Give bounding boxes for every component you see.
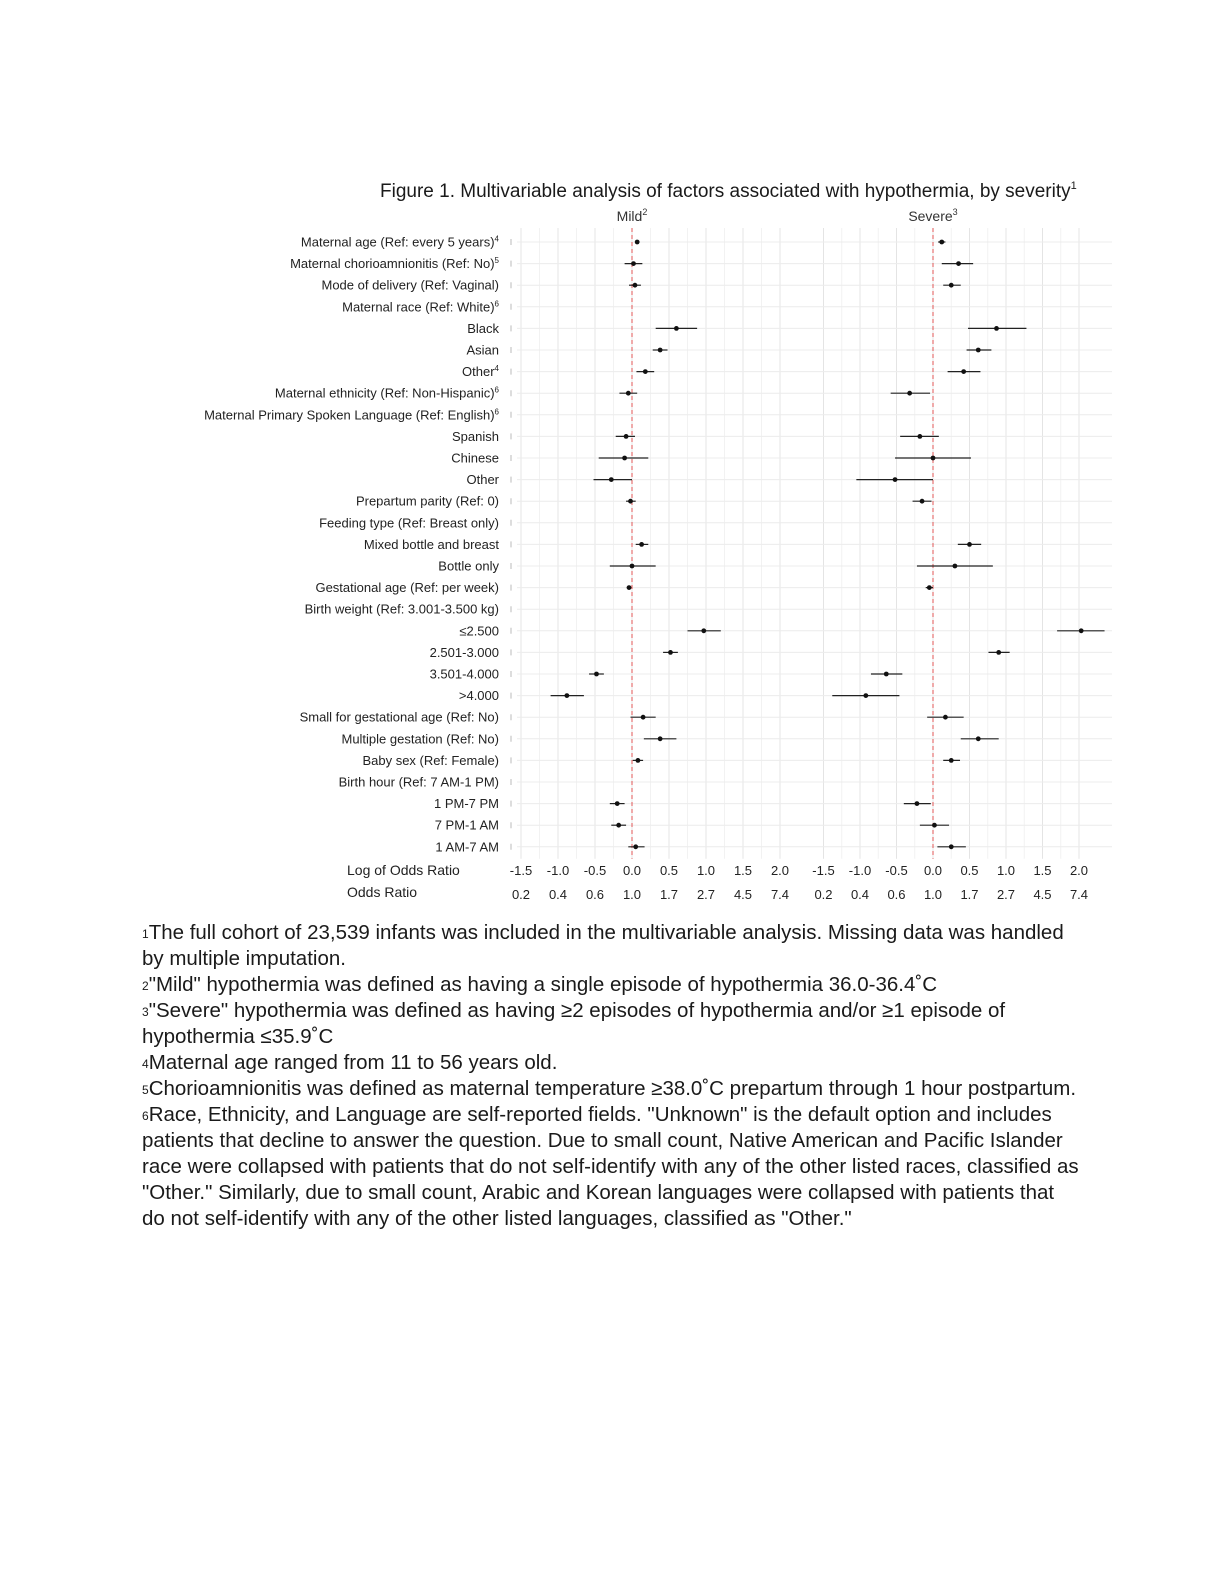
point-estimate: [564, 693, 569, 698]
row-label: Spanish: [452, 428, 499, 444]
log-tick-label: -0.5: [885, 863, 908, 878]
point-estimate: [927, 585, 932, 590]
or-tick-label: 0.4: [548, 887, 568, 902]
panel-mild: [510, 207, 820, 902]
point-estimate: [633, 283, 638, 288]
point-estimate: [615, 801, 620, 806]
row-label: 7 PM-1 AM: [434, 817, 499, 833]
log-tick-label: 0.0: [622, 863, 642, 878]
footnote-number: 4: [142, 1057, 149, 1071]
point-estimate: [633, 844, 638, 849]
point-estimate: [949, 283, 954, 288]
log-tick-label: 0.0: [923, 863, 943, 878]
or-tick-label: 0.6: [585, 887, 605, 902]
footnote: [142, 1050, 1082, 1076]
or-tick-label: 1.7: [659, 887, 679, 902]
row-label: Gestational age (Ref: per week): [315, 580, 499, 596]
point-estimate: [976, 348, 981, 353]
row-label: Birth hour (Ref: 7 AM-1 PM): [338, 774, 499, 790]
footnote-text: Race, Ethnicity, and Language are self-reported fields. "Unknown" is the default option and includes patients that decline to answer the question. Due to small count, Native American and Pacific Islander race were collapsed with patients that do not self-identify with any of the other listed races, classified as "Other." Similarly, due to small count, Arabic and Korean languages were collapsed with patients that do not self-identify with any of the other listed languages, classified as "Other.": [142, 1103, 1079, 1230]
or-tick-label: 2.7: [696, 887, 716, 902]
row-label: Other$^4$: [462, 364, 499, 380]
point-estimate: [917, 434, 922, 439]
row-label: Prepartum parity (Ref: 0): [355, 493, 499, 509]
log-tick-label: 1.0: [996, 863, 1016, 878]
row-label: Maternal chorioamnionitis (Ref: No)$^5$: [290, 256, 499, 272]
log-scale-caption: Log of Odds Ratio: [347, 862, 460, 878]
log-tick-label: 0.5: [659, 863, 679, 878]
or-tick-label: 4.5: [1033, 887, 1052, 902]
point-estimate: [626, 391, 631, 396]
point-estimate: [639, 542, 644, 547]
point-estimate: [949, 844, 954, 849]
panel-header-severe: Severe$^3$: [908, 207, 958, 224]
row-label: Other: [466, 472, 499, 488]
footnote: [142, 920, 1082, 972]
point-estimate: [931, 456, 936, 461]
point-estimate: [863, 693, 868, 698]
point-estimate: [628, 499, 633, 504]
footnote-text: Chorioamnionitis was defined as maternal temperature ≥38.0˚C prepartum through 1 hour postpartum.: [148, 1077, 1077, 1100]
or-tick-label: 0.2: [814, 887, 833, 902]
point-estimate: [920, 499, 925, 504]
point-estimate: [668, 650, 673, 655]
point-estimate: [915, 801, 920, 806]
footnote-text: "Mild" hypothermia was defined as having a single episode of hypothermia 36.0-36.4˚C: [148, 973, 937, 996]
point-estimate: [658, 348, 663, 353]
footnote: [142, 1076, 1082, 1102]
or-tick-label: 1.0: [622, 887, 642, 902]
point-estimate: [635, 240, 640, 245]
log-tick-label: -1.5: [812, 863, 835, 878]
footnote-number: 5: [142, 1083, 149, 1097]
point-estimate: [956, 261, 961, 266]
footnote: [142, 1102, 1082, 1232]
row-label: Asian: [466, 342, 499, 358]
point-estimate: [961, 369, 966, 374]
row-label: Maternal ethnicity (Ref: Non-Hispanic)$^6$: [274, 385, 499, 401]
row-label: 3.501-4.000: [429, 666, 499, 682]
or-tick-label: 1.0: [923, 887, 943, 902]
row-label: Black: [467, 320, 499, 336]
log-tick-label: -1.0: [848, 863, 872, 878]
row-label: 2.501-3.000: [429, 644, 499, 660]
point-estimate: [994, 326, 999, 331]
log-tick-label: -1.0: [546, 863, 570, 878]
or-tick-label: 0.4: [850, 887, 870, 902]
row-label: Maternal Primary Spoken Language (Ref: English)$^6$: [204, 407, 499, 423]
point-estimate: [943, 715, 948, 720]
footnote-text: The full cohort of 23,539 infants was included in the multivariable analysis. Missing data was handled by multiple imputation.: [142, 921, 1064, 970]
log-tick-label: -0.5: [583, 863, 607, 878]
footnote-number: 2: [142, 979, 149, 993]
row-label: Birth weight (Ref: 3.001-3.500 kg): [304, 601, 499, 617]
row-label: Maternal age (Ref: every 5 years)$^4$: [300, 234, 499, 250]
point-estimate: [949, 758, 954, 763]
footnote-number: 3: [142, 1005, 149, 1019]
or-tick-label: 1.7: [960, 887, 979, 902]
plot-area: [204, 207, 1112, 902]
footnote-number: 1: [142, 927, 149, 941]
panel-header-mild: Mild$^2$: [616, 207, 648, 224]
point-estimate: [631, 261, 636, 266]
row-label: 1 PM-7 PM: [433, 796, 499, 812]
point-estimate: [996, 650, 1001, 655]
log-tick-label: 1.5: [733, 863, 753, 878]
point-estimate: [616, 823, 621, 828]
figure-title-text: Figure 1. Multivariable analysis of factors associated with hypothermia, by severity: [380, 181, 1071, 202]
log-tick-label: 1.5: [1033, 863, 1052, 878]
row-label: Feeding type (Ref: Breast only): [319, 515, 499, 531]
row-label: Multiple gestation (Ref: No): [341, 731, 499, 747]
row-label: Bottle only: [438, 558, 499, 574]
point-estimate: [624, 434, 629, 439]
figure-title-sup: 1: [1070, 180, 1077, 192]
point-estimate: [967, 542, 972, 547]
row-label: Mixed bottle and breast: [363, 536, 499, 552]
row-label: Baby sex (Ref: Female): [362, 752, 499, 768]
point-estimate: [932, 823, 937, 828]
log-tick-label: 2.0: [770, 863, 790, 878]
row-label: Mode of delivery (Ref: Vaginal): [321, 277, 499, 293]
or-tick-label: 0.2: [511, 887, 531, 902]
or-tick-label: 4.5: [733, 887, 753, 902]
point-estimate: [658, 736, 663, 741]
point-estimate: [1079, 628, 1084, 633]
or-scale-caption: Odds Ratio: [347, 884, 418, 900]
footnotes: [142, 920, 1082, 1232]
footnote-text: "Severe" hypothermia was defined as having ≥2 episodes of hypothermia and/or ≥1 episode of hypothermia ≤35.9˚C: [142, 999, 1006, 1048]
log-tick-label: 2.0: [1069, 863, 1089, 878]
or-tick-label: 7.4: [1069, 887, 1089, 902]
row-label: 1 AM-7 AM: [435, 839, 499, 855]
point-estimate: [609, 477, 614, 482]
point-estimate: [939, 240, 944, 245]
point-estimate: [630, 564, 635, 569]
log-tick-label: -1.5: [509, 863, 533, 878]
log-tick-label: 0.5: [960, 863, 979, 878]
point-estimate: [701, 628, 706, 633]
point-estimate: [976, 736, 981, 741]
row-label: Maternal race (Ref: White)$^6$: [342, 299, 499, 315]
point-estimate: [907, 391, 912, 396]
point-estimate: [636, 758, 641, 763]
footnote: [142, 972, 1082, 998]
row-label: Chinese: [451, 450, 499, 466]
figure-title: [380, 180, 1077, 202]
or-tick-label: 0.6: [887, 887, 906, 902]
point-estimate: [893, 477, 898, 482]
footnote: [142, 998, 1082, 1050]
point-estimate: [953, 564, 958, 569]
row-label: ≤2.500: [459, 623, 499, 639]
point-estimate: [622, 456, 627, 461]
or-tick-label: 2.7: [996, 887, 1016, 902]
panel-severe: [812, 207, 1112, 902]
point-estimate: [884, 672, 889, 677]
or-tick-label: 7.4: [770, 887, 790, 902]
footnote-text: Maternal age ranged from 11 to 56 years old.: [148, 1051, 558, 1074]
point-estimate: [641, 715, 646, 720]
row-label: >4.000: [458, 688, 499, 704]
point-estimate: [594, 672, 599, 677]
point-estimate: [643, 369, 648, 374]
row-label: Small for gestational age (Ref: No): [299, 709, 499, 725]
log-tick-label: 1.0: [696, 863, 716, 878]
footnote-number: 6: [142, 1109, 149, 1123]
point-estimate: [627, 585, 632, 590]
point-estimate: [674, 326, 679, 331]
